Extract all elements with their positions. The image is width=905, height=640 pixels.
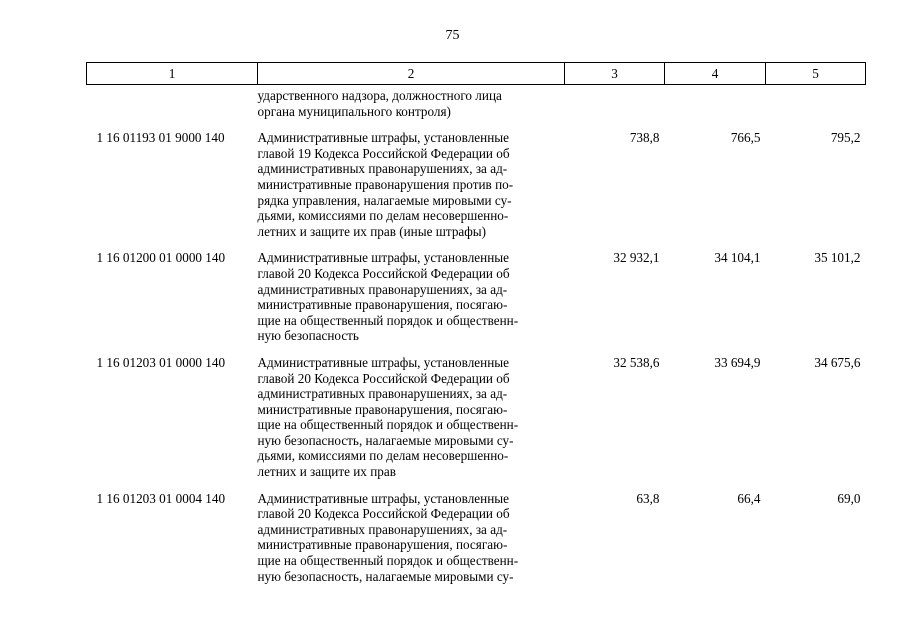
row-description (258, 119, 565, 239)
budget-table (86, 62, 866, 584)
table-row (87, 119, 866, 239)
row-description (258, 239, 565, 344)
row-value-4: 33 694,9 (714, 354, 761, 370)
row-value-4: 34 104,1 (714, 250, 761, 266)
table-row (87, 344, 866, 480)
row-description-text: Административные штрафы, установленные главой 19 Кодекса Российской Федерации об административных правонарушениях, за ад- министративные правонарушения против по- рядка управления, налагаемые мировыми су- дьями, комиссиями по делам несовершенно- летних и защите их прав (иные штрафы) (257, 130, 514, 239)
row-code: 1 16 01203 01 0000 140 (96, 354, 226, 370)
table-row (87, 480, 866, 585)
column-header-4: 4 (665, 63, 766, 85)
row-description-text: ударственного надзора, должностного лица органа муниципального контроля) (257, 88, 502, 119)
row-description (258, 85, 565, 120)
table-row-continuation (87, 85, 866, 120)
row-description-text: Административные штрафы, установленные главой 20 Кодекса Российской Федерации об административных правонарушениях, за ад- министративные правонарушения, посягаю- щие на общественный порядок и общественн- ную безопасность, налагаемые мировыми су- дьями, комиссиями по делам несовершенно- летних и защите их прав (257, 354, 519, 480)
row-value-3: 32 538,6 (613, 354, 660, 370)
row-code: 1 16 01203 01 0004 140 (96, 490, 226, 506)
row-value-4 (665, 85, 766, 120)
row-value-3: 32 932,1 (613, 250, 660, 266)
row-value-5: 35 101,2 (814, 250, 861, 266)
row-value-3: 63,8 (636, 490, 660, 506)
row-value-5: 795,2 (830, 130, 861, 146)
row-code: 1 16 01200 01 0000 140 (96, 250, 226, 266)
column-header-5: 5 (766, 63, 866, 85)
page-number: 75 (445, 28, 460, 43)
row-value-5 (766, 85, 866, 120)
row-description (258, 480, 565, 585)
row-code: 1 16 01193 01 9000 140 (96, 130, 225, 146)
row-value-3 (565, 85, 665, 120)
table-row (87, 239, 866, 344)
row-value-4: 66,4 (737, 490, 761, 506)
column-header-1: 1 (87, 63, 258, 85)
row-description-text: Административные штрафы, установленные главой 20 Кодекса Российской Федерации об административных правонарушениях, за ад- министративные правонарушения, посягаю- щие на общественный порядок и общественн- ную безопасность (257, 250, 519, 344)
row-code (87, 85, 258, 120)
row-description-text: Административные штрафы, установленные главой 20 Кодекса Российской Федерации об административных правонарушениях, за ад- министративные правонарушения, посягаю- щие на общественный порядок и общественн- ную безопасность, налагаемые мировыми су- (257, 490, 519, 584)
row-value-5: 34 675,6 (814, 354, 861, 370)
column-header-3: 3 (565, 63, 665, 85)
row-value-3: 738,8 (629, 130, 660, 146)
row-value-4: 766,5 (730, 130, 761, 146)
row-description (258, 344, 565, 480)
table-header-row (87, 63, 866, 85)
row-value-5: 69,0 (837, 490, 861, 506)
column-header-2: 2 (258, 63, 565, 85)
